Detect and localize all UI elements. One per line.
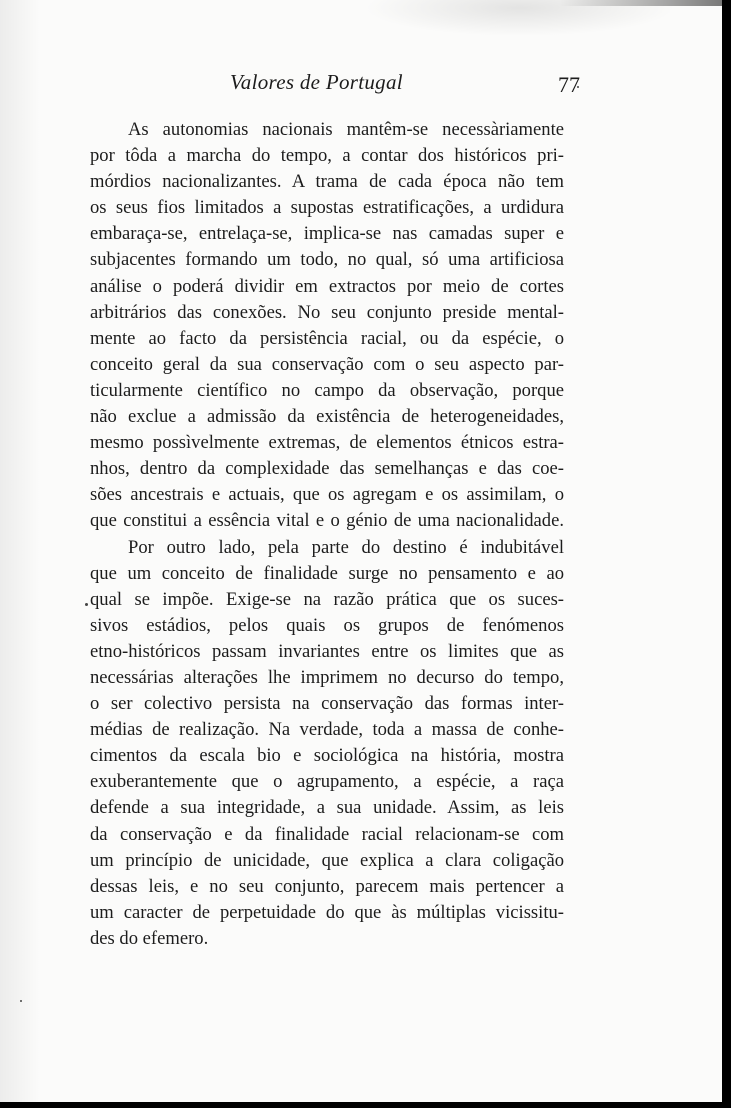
scan-border-right <box>722 0 731 1108</box>
body-text <box>90 117 564 952</box>
text-line: mórdios nacionalizantes. A trama de cada época não tem <box>90 171 564 193</box>
paragraph-2 <box>90 535 564 953</box>
text-line: o ser colectivo persista na conservação das formas inter- <box>90 693 564 715</box>
scan-speck <box>20 1000 22 1002</box>
text-line: que um conceito de finalidade surge no pensamento e ao <box>90 562 564 584</box>
text-line: nhos, dentro da complexidade das semelhanças e das coe- <box>90 458 564 480</box>
text-line: qual se impõe. Exige-se na razão prática que os suces- <box>90 588 564 610</box>
scan-speck <box>85 603 88 606</box>
text-line: da conservação e da finalidade racial relacionam-se com <box>90 823 564 845</box>
text-line: ticularmente científico no campo da observação, porque <box>90 379 564 401</box>
text-line: que constitui a essência vital e o génio de uma nacionalidade. <box>90 510 564 532</box>
text-line: necessárias alterações lhe imprimem no decurso do tempo, <box>90 666 564 688</box>
scan-shadow-top <box>560 0 731 6</box>
text-line: análise o poderá dividir em extractos por meio de cortes <box>90 275 564 297</box>
text-line: subjacentes formando um todo, no qual, só uma artificiosa <box>90 249 564 271</box>
running-title: Valores de Portugal <box>230 70 403 94</box>
text-line: por tôda a marcha do tempo, a contar dos históricos pri- <box>90 145 564 167</box>
text-line: não exclue a admissão da existência de heterogeneidades, <box>90 406 564 428</box>
scan-border-bottom <box>0 1102 731 1108</box>
text-line: etno-históricos passam invariantes entre os limites que as <box>90 640 564 662</box>
text-line: um caracter de perpetuidade do que às múltiplas vicissitu- <box>90 901 564 923</box>
text-line: embaraça-se, entrelaça-se, implica-se nas camadas super e <box>90 223 564 245</box>
text-line: mesmo possìvelmente extremas, de elementos étnicos estra- <box>90 432 564 454</box>
text-line: um princípio de unicidade, que explica a clara coligação <box>90 849 564 871</box>
page-number: 77 <box>558 72 580 97</box>
text-line: sões ancestrais e actuais, que os agregam e os assimilam, o <box>90 484 564 506</box>
text-line: Por outro lado, pela parte do destino é indubitável <box>128 536 564 558</box>
text-line: dessas leis, e no seu conjunto, parecem mais pertencer a <box>90 875 564 897</box>
text-line: exuberantemente que o agrupamento, a espécie, a raça <box>90 771 564 793</box>
text-line: As autonomias nacionais mantêm-se necessàriamente <box>128 119 564 140</box>
text-line: médias de realização. Na verdade, toda a massa de conhe- <box>90 719 564 741</box>
text-line: cimentos da escala bio e sociológica na história, mostra <box>90 745 564 767</box>
page-header <box>90 70 580 104</box>
text-line: arbitrários das conexões. No seu conjunto preside mental- <box>90 301 564 323</box>
text-line: os seus fios limitados a supostas estratificações, a urdidura <box>90 197 564 219</box>
text-line: des do efemero. <box>90 927 209 949</box>
text-line: mente ao facto da persistência racial, ou da espécie, o <box>90 327 564 349</box>
text-line: defende a sua integridade, a sua unidade. Assim, as leis <box>90 797 564 819</box>
text-line: sivos estádios, pelos quais os grupos de fenómenos <box>90 614 564 636</box>
text-line: conceito geral da sua conservação com o seu aspecto par- <box>90 353 564 375</box>
paragraph-1 <box>90 117 564 535</box>
